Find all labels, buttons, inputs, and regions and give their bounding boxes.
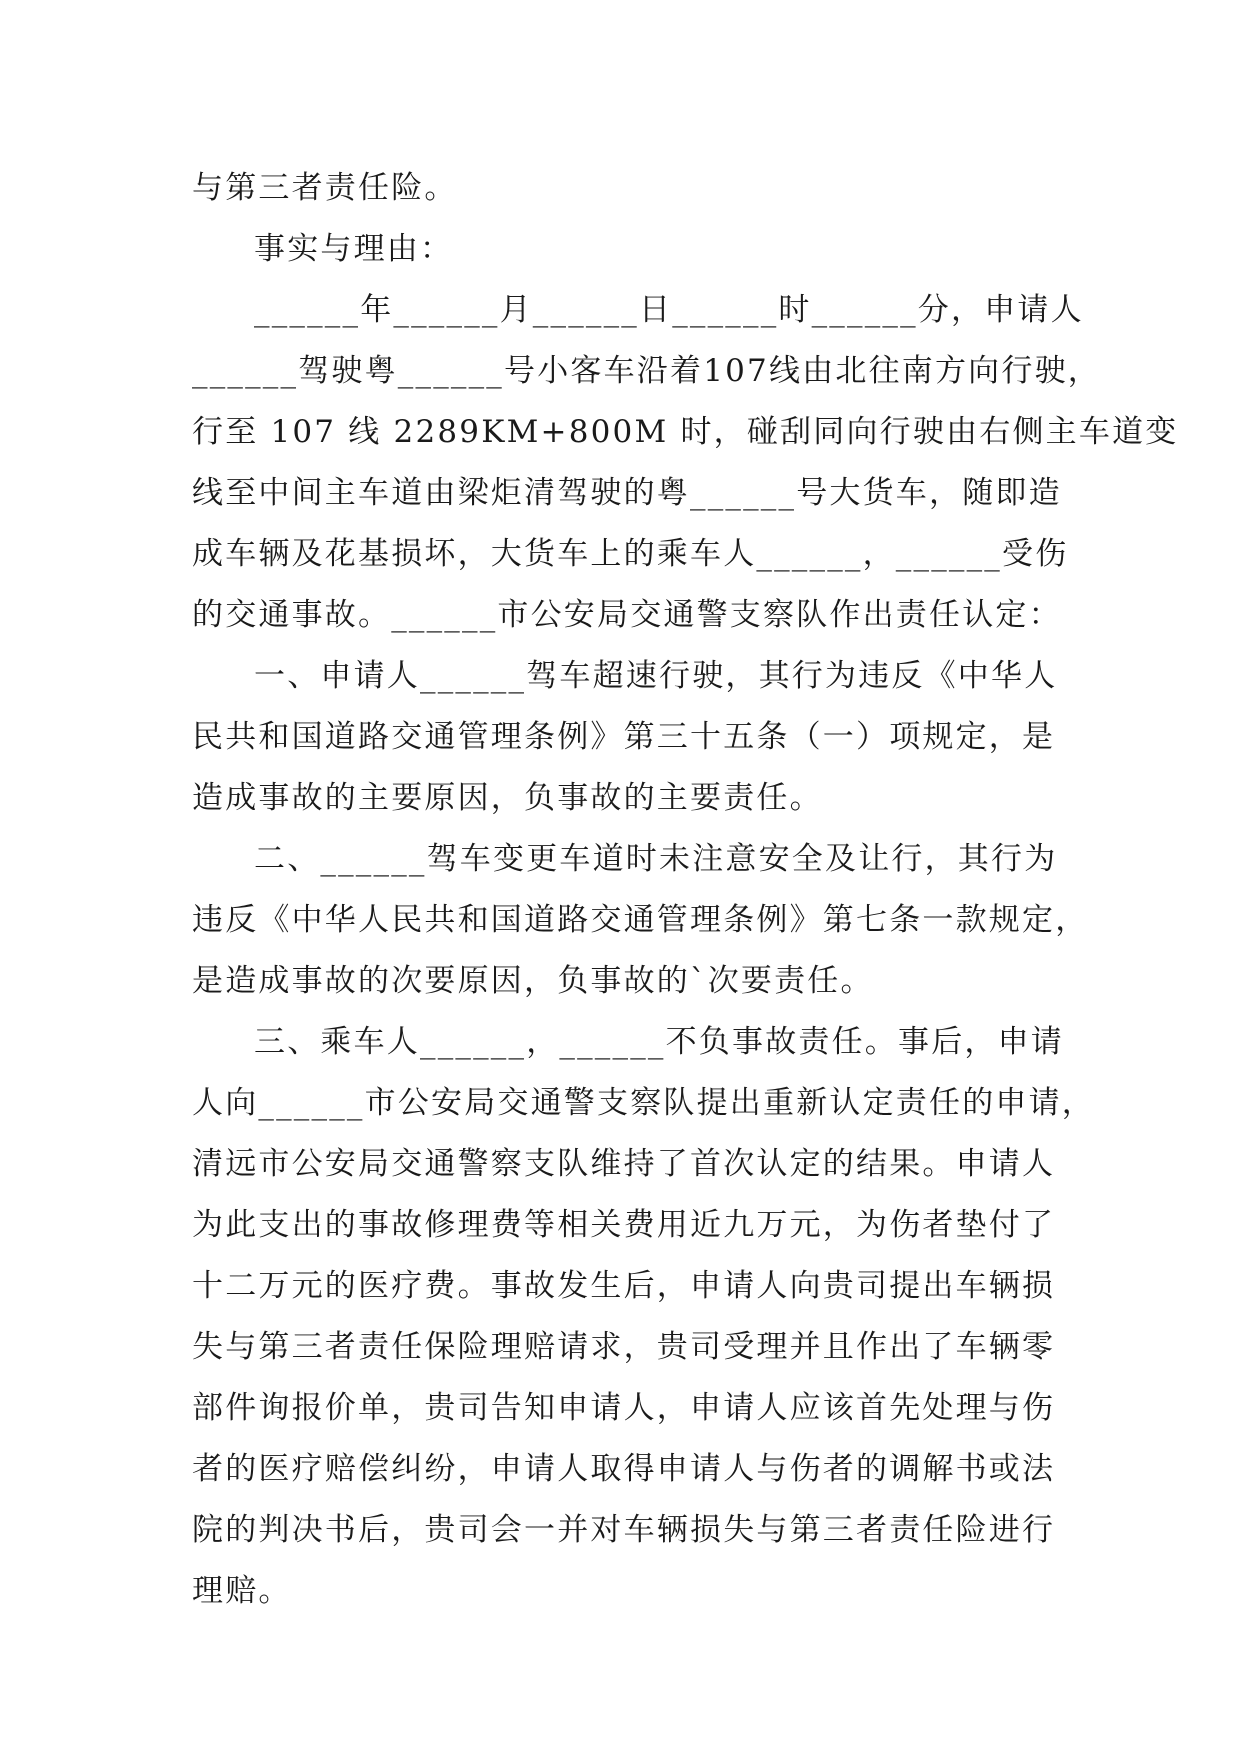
text-line: 失与第三者责任保险理赔请求，贵司受理并且作出了车辆零 [192,1329,1056,1365]
text-line: 的交通事故。______市公安局交通警支察队作出责任认定： [192,597,1062,633]
text-line: 行至 107 线 2289KM+800M 时，碰刮同向行驶由右侧主车道变 [192,414,1179,450]
text-line: 二、______驾车变更车道时未注意安全及让行，其行为 [254,841,1058,877]
text-line: 为此支出的事故修理费等相关费用近九万元，为伤者垫付了 [192,1207,1056,1243]
text-line: 事实与理由： [254,231,454,267]
text-line: 造成事故的主要原因，负事故的主要责任。 [192,780,823,816]
text-line: 与第三者责任险。 [192,170,458,206]
text-line: 院的判决书后，贵司会一并对车辆损失与第三者责任险进行 [192,1512,1056,1548]
text-line: 人向______市公安局交通警支察队提出重新认定责任的申请， [192,1085,1095,1121]
text-line: ______驾驶粤______号小客车沿着107线由北往南方向行驶， [192,353,1101,389]
text-line: 民共和国道路交通管理条例》第三十五条（一）项规定，是 [192,719,1056,755]
text-line: 一、申请人______驾车超速行驶，其行为违反《中华人 [254,658,1058,694]
text-line: 部件询报价单，贵司告知申请人，申请人应该首先处理与伤 [192,1390,1056,1426]
text-line: 成车辆及花基损坏，大货车上的乘车人______，______受伤 [192,536,1069,572]
text-line: ______年______月______日______时______分，申请人 [254,292,1084,328]
document-body [192,158,1179,1622]
text-line: 清远市公安局交通警察支队维持了首次认定的结果。申请人 [192,1146,1056,1182]
text-line: 者的医疗赔偿纠纷，申请人取得申请人与伤者的调解书或法 [192,1451,1056,1487]
text-line: 三、乘车人______，______不负事故责任。事后，申请 [254,1024,1064,1060]
text-line: 是造成事故的次要原因，负事故的`次要责任。 [192,963,874,999]
text-line: 理赔。 [192,1573,292,1609]
text-line: 线至中间主车道由梁炬清驾驶的粤______号大货车，随即造 [192,475,1062,511]
text-line: 十二万元的医疗费。事故发生后，申请人向贵司提出车辆损 [192,1268,1056,1304]
text-line: 违反《中华人民共和国道路交通管理条例》第七条一款规定， [192,902,1089,938]
